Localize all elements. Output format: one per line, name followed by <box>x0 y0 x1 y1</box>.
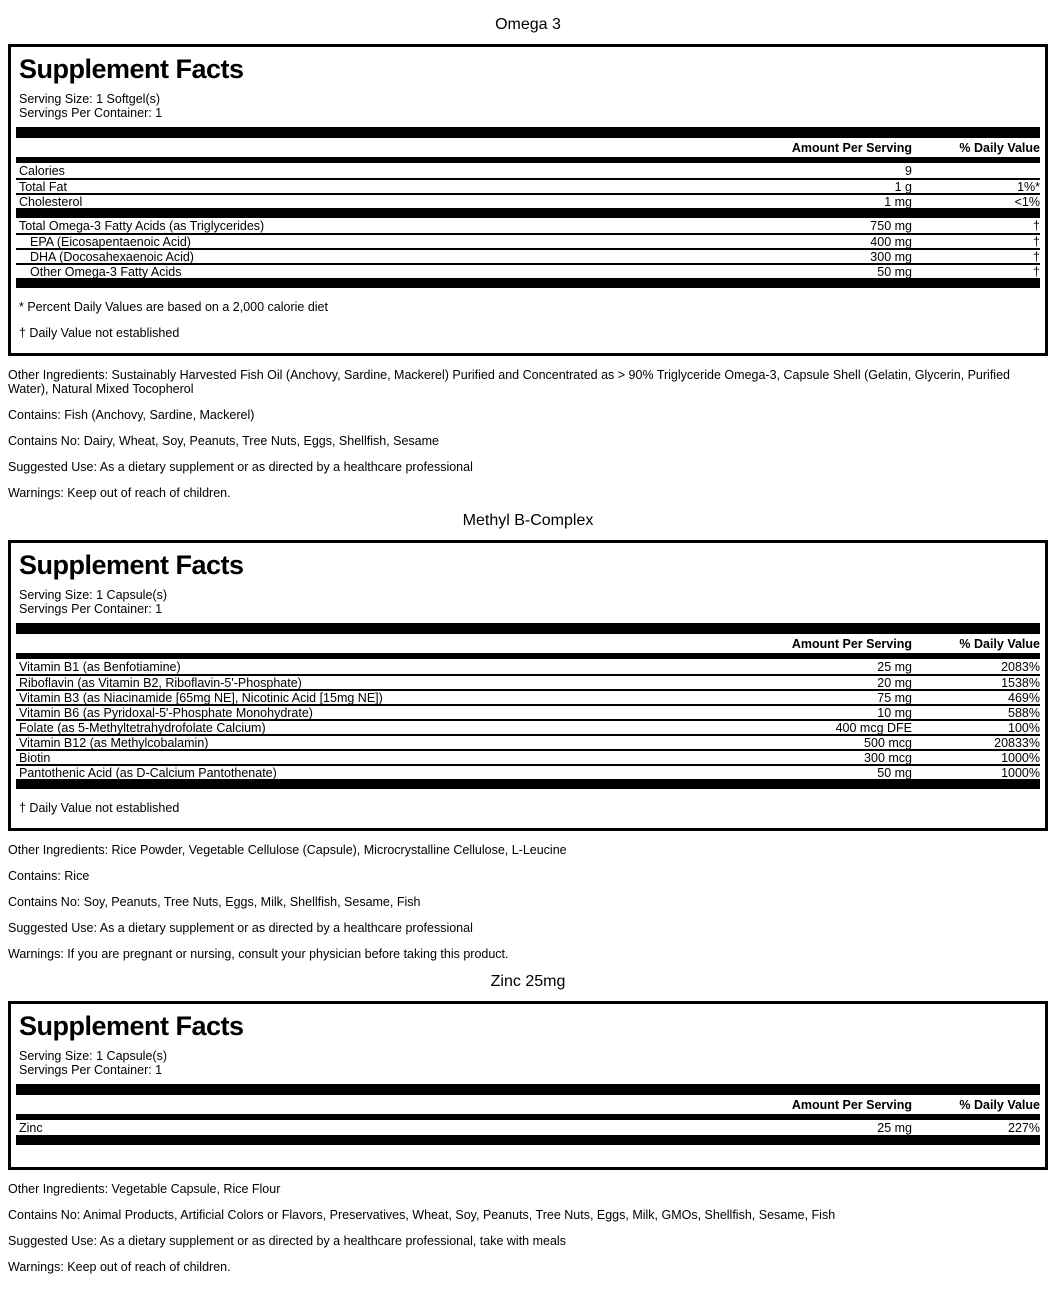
serving-size: Serving Size: 1 Capsule(s) <box>19 1049 167 1063</box>
nutrient-amount: 500 mcg <box>864 735 912 750</box>
nutrient-name: EPA (Eicosapentaenoic Acid) <box>30 234 191 249</box>
footnote: † Daily Value not established <box>19 801 180 815</box>
table-header <box>16 1095 1040 1114</box>
nutrient-row <box>16 674 1040 689</box>
nutrient-name: Vitamin B1 (as Benfotiamine) <box>19 659 181 674</box>
amount-header: Amount Per Serving <box>791 1098 912 1112</box>
footnote: † Daily Value not established <box>19 326 180 340</box>
nutrient-amount: 400 mcg DFE <box>835 720 912 735</box>
supplement-facts-heading: Supplement Facts <box>19 1011 244 1041</box>
nutrient-row <box>16 689 1040 704</box>
amount-header: Amount Per Serving <box>791 141 912 155</box>
nutrient-name: Calories <box>19 163 65 178</box>
supplement-panel <box>8 512 1048 961</box>
nutrient-name: Folate (as 5-Methyltetrahydrofolate Calcium) <box>19 720 266 735</box>
nutrient-amount: 10 mg <box>877 705 912 720</box>
serving-size: Serving Size: 1 Capsule(s) <box>19 588 167 602</box>
nutrient-amount: 50 mg <box>877 264 912 279</box>
contains-no: Contains No: Dairy, Wheat, Soy, Peanuts, Tree Nuts, Eggs, Shellfish, Sesame <box>8 434 439 448</box>
nutrient-row <box>16 248 1040 263</box>
supplement-facts-box <box>8 44 1048 356</box>
dv-header: % Daily Value <box>959 637 1040 651</box>
nutrient-dv: 100% <box>1008 720 1040 735</box>
nutrient-row <box>16 1120 1040 1135</box>
table-body <box>16 163 1040 278</box>
nutrient-amount: 75 mg <box>877 690 912 705</box>
nutrient-dv: † <box>1033 264 1040 279</box>
servings-per-container: Servings Per Container: 1 <box>19 106 163 120</box>
table-body <box>16 1120 1040 1135</box>
divider-bar <box>16 1135 1040 1145</box>
serving-size: Serving Size: 1 Softgel(s) <box>19 92 161 106</box>
footnotes <box>16 1145 1040 1167</box>
supplement-facts-heading: Supplement Facts <box>19 54 244 84</box>
dv-header: % Daily Value <box>959 1098 1040 1112</box>
nutrient-name: Vitamin B3 (as Niacinamide [65mg NE], Nicotinic Acid [15mg NE]) <box>19 690 383 705</box>
footnote: * Percent Daily Values are based on a 2,000 calorie diet <box>19 300 328 314</box>
nutrient-row <box>16 163 1040 178</box>
nutrient-amount: 9 <box>905 163 912 178</box>
nutrient-row <box>16 659 1040 674</box>
dv-header: % Daily Value <box>959 141 1040 155</box>
contains-no: Contains No: Soy, Peanuts, Tree Nuts, Eggs, Milk, Shellfish, Sesame, Fish <box>8 895 421 909</box>
nutrient-row <box>16 734 1040 749</box>
divider-bar <box>16 127 1040 138</box>
nutrient-name: Riboflavin (as Vitamin B2, Riboflavin-5'-Phosphate) <box>19 675 302 690</box>
nutrient-name: Pantothenic Acid (as D-Calcium Pantothenate) <box>19 765 277 780</box>
nutrient-row <box>16 719 1040 734</box>
nutrient-row <box>16 193 1040 208</box>
nutrient-dv: 2083% <box>1001 659 1040 674</box>
nutrient-amount: 25 mg <box>877 1120 912 1135</box>
nutrient-name: Other Omega-3 Fatty Acids <box>30 264 182 279</box>
suggested-use: Suggested Use: As a dietary supplement or as directed by a healthcare professional <box>8 921 473 935</box>
contains-no: Contains No: Animal Products, Artificial Colors or Flavors, Preservatives, Wheat, Soy, Peanuts, Tree Nuts, Eggs, Milk, GMOs, Shellfish, Sesame, Fish <box>8 1208 836 1222</box>
contains: Contains: Rice <box>8 869 90 883</box>
nutrient-name: Vitamin B6 (as Pyridoxal-5'-Phosphate Monohydrate) <box>19 705 313 720</box>
below-panel-text <box>8 843 1048 961</box>
servings-per-container: Servings Per Container: 1 <box>19 1063 163 1077</box>
nutrient-name: Vitamin B12 (as Methylcobalamin) <box>19 735 209 750</box>
nutrient-row <box>16 218 1040 233</box>
nutrient-row <box>16 263 1040 278</box>
panels-container <box>8 16 1048 1274</box>
nutrient-dv: <1% <box>1014 194 1040 209</box>
footnotes <box>16 801 1040 828</box>
suggested-use: Suggested Use: As a dietary supplement or as directed by a healthcare professional <box>8 460 473 474</box>
footnotes <box>16 300 1040 353</box>
supplement-panel <box>8 973 1048 1274</box>
nutrient-amount: 50 mg <box>877 765 912 780</box>
supplement-panel <box>8 16 1048 500</box>
nutrient-dv: 20833% <box>994 735 1040 750</box>
nutrient-name: Biotin <box>19 750 51 765</box>
nutrient-amount: 20 mg <box>877 675 912 690</box>
nutrient-dv: 588% <box>1008 705 1040 720</box>
divider-bar <box>16 278 1040 288</box>
divider-bar <box>16 1084 1040 1095</box>
nutrient-name: Zinc <box>19 1120 43 1135</box>
nutrient-dv: † <box>1033 249 1040 264</box>
supplement-facts-heading: Supplement Facts <box>19 550 244 580</box>
nutrient-amount: 25 mg <box>877 659 912 674</box>
nutrient-dv: † <box>1033 234 1040 249</box>
other-ingredients: Other Ingredients: Vegetable Capsule, Rice Flour <box>8 1182 281 1196</box>
nutrient-row <box>16 764 1040 779</box>
product-title: Zinc 25mg <box>490 973 566 990</box>
nutrient-name: DHA (Docosahexaenoic Acid) <box>30 249 194 264</box>
warnings: Warnings: Keep out of reach of children. <box>8 1260 231 1274</box>
nutrient-name: Cholesterol <box>19 194 83 209</box>
nutrient-amount: 750 mg <box>870 218 912 233</box>
nutrient-dv: † <box>1033 218 1040 233</box>
nutrient-dv: 469% <box>1008 690 1040 705</box>
nutrient-name: Total Fat <box>19 179 67 194</box>
nutrient-row <box>16 704 1040 719</box>
warnings: Warnings: If you are pregnant or nursing, consult your physician before taking this product. <box>8 947 509 961</box>
below-panel-text <box>8 1182 1048 1274</box>
product-title: Methyl B-Complex <box>462 512 594 529</box>
contains: Contains: Fish (Anchovy, Sardine, Mackerel) <box>8 408 255 422</box>
divider-bar <box>16 623 1040 634</box>
nutrient-amount: 1 mg <box>884 194 912 209</box>
amount-header: Amount Per Serving <box>791 637 912 651</box>
nutrient-amount: 400 mg <box>870 234 912 249</box>
table-body <box>16 659 1040 779</box>
nutrient-dv: 1000% <box>1001 765 1040 780</box>
other-ingredients: Other Ingredients: Sustainably Harvested Fish Oil (Anchovy, Sardine, Mackerel) Purified and Concentrated as > 90% Triglyceride Omega-3, Capsule Shell (Gelatin, Glycerin, Purified Water), Natural Mixed Tocopherol <box>8 368 1010 396</box>
nutrient-row <box>16 233 1040 248</box>
nutrient-dv: 1538% <box>1001 675 1040 690</box>
table-header <box>16 138 1040 157</box>
nutrient-amount: 300 mcg <box>864 750 912 765</box>
nutrient-name: Total Omega-3 Fatty Acids (as Triglycerides) <box>19 218 265 233</box>
product-title: Omega 3 <box>495 16 561 33</box>
section-divider-bar <box>16 208 1040 218</box>
nutrient-dv: 1%* <box>1017 179 1040 194</box>
suggested-use: Suggested Use: As a dietary supplement or as directed by a healthcare professional, take with meals <box>8 1234 566 1248</box>
below-panel-text <box>8 368 1048 500</box>
warnings: Warnings: Keep out of reach of children. <box>8 486 231 500</box>
nutrient-amount: 1 g <box>894 179 912 194</box>
nutrient-row <box>16 178 1040 193</box>
supplement-facts-box <box>8 540 1048 831</box>
table-header <box>16 634 1040 653</box>
divider-bar <box>16 779 1040 789</box>
servings-per-container: Servings Per Container: 1 <box>19 602 163 616</box>
nutrient-amount: 300 mg <box>870 249 912 264</box>
nutrient-row <box>16 749 1040 764</box>
other-ingredients: Other Ingredients: Rice Powder, Vegetable Cellulose (Capsule), Microcrystalline Cellulose, L-Leucine <box>8 843 567 857</box>
supplement-facts-box <box>8 1001 1048 1170</box>
nutrient-dv: 1000% <box>1001 750 1040 765</box>
nutrient-dv: 227% <box>1008 1120 1040 1135</box>
